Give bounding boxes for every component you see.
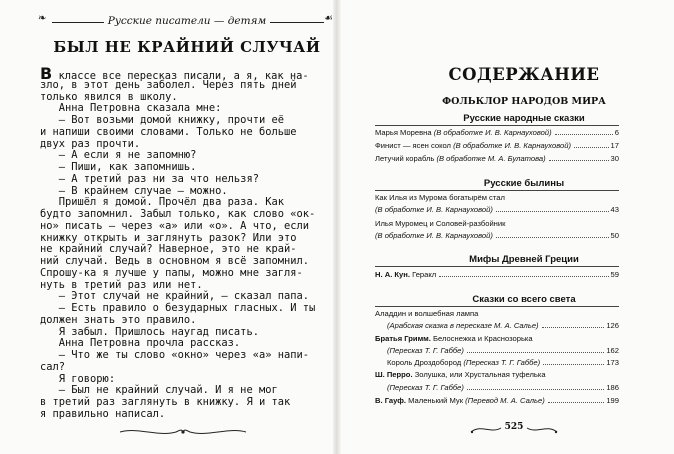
story-line: — А третий раз ни за что нельзя? xyxy=(40,172,259,185)
entry-page: 59 xyxy=(610,270,619,279)
entry-note: (В обработке И. В. Карнауховой) xyxy=(433,128,552,137)
section-title: Мифы Древней Греции xyxy=(469,254,579,265)
entry-title: Марья Моревна xyxy=(375,128,432,137)
story-line: Пришёл я домой. Прочёл два раза. Как xyxy=(40,196,284,209)
story-line: — Что же ты слово «окно» через «а» напи- xyxy=(40,349,309,361)
entry-author: В. Гауф. xyxy=(375,396,407,405)
toc-entry[interactable] xyxy=(375,382,619,393)
leader-dots xyxy=(542,327,605,328)
leader-dots xyxy=(467,389,604,390)
story-line: Я говорю: xyxy=(40,372,116,385)
story-line: — Пиши, как запомнишь. xyxy=(40,161,197,173)
story-line: и напиши своими словами. Только не больше xyxy=(40,125,297,138)
story-line: не крайний случай? Наверное, это не край- xyxy=(40,243,297,256)
section-title: Сказки со всего света xyxy=(472,294,576,305)
entry-title[interactable]: Аладдин и волшебная лампа xyxy=(375,309,479,318)
story-line: Я забыл. Пришлось наугад писать. xyxy=(40,325,259,338)
story-line: только явился в школу. xyxy=(40,90,178,103)
entry-note: (Арабская сказка в пересказе М. А. Салье) xyxy=(387,321,539,330)
entry-note: (Перевод М. А. Салье) xyxy=(465,396,545,405)
entry-page: 17 xyxy=(610,141,619,150)
toc-entry[interactable] xyxy=(375,204,619,215)
leader-dots xyxy=(548,402,605,403)
story-line: сал? xyxy=(40,360,66,373)
toc-entry[interactable] xyxy=(375,269,619,280)
entry-title: Маленький Мук xyxy=(408,396,464,405)
story-line: — А если я не запомню? xyxy=(40,149,197,162)
toc-entry[interactable] xyxy=(375,357,619,368)
entry-author: Ш. Перро. xyxy=(375,370,413,379)
entry-page: 43 xyxy=(610,205,619,214)
story-line: зло, в этот день заболел. Через пять дней xyxy=(40,78,297,91)
section-rule xyxy=(375,190,619,191)
section-rule xyxy=(375,125,619,126)
leader-dots xyxy=(496,211,609,212)
running-head xyxy=(40,14,334,30)
leader-dots xyxy=(439,276,608,277)
entry-note: (Пересказ Т. Г. Габбе) xyxy=(387,346,464,355)
story-title: БЫЛ НЕ КРАЙНИЙ СЛУЧАЙ xyxy=(53,38,321,56)
toc-entry[interactable] xyxy=(375,395,619,406)
story-first-line xyxy=(40,64,336,83)
story-line: но» писать — через «а» или «о». А что, если xyxy=(40,219,309,232)
entry-title[interactable]: Как Илья из Мурома богатырём стал xyxy=(375,193,505,202)
story-line: классе все пересказ писали, а я, как на- xyxy=(52,70,309,82)
story-line: — Есть правило о безударных гласных. И ты xyxy=(40,302,316,314)
entry-page: 50 xyxy=(610,231,619,240)
section-title: Русские былины xyxy=(483,178,565,189)
left-flourish-icon: ❧ xyxy=(38,13,47,24)
entry-note: (В обработке И. В. Карнауховой) xyxy=(453,141,572,150)
leader-dots xyxy=(543,364,604,365)
story-line: Анна Петровна сказала мне: xyxy=(40,102,222,115)
entry-title: Геракл xyxy=(412,270,437,279)
story-line: Спрошу-ка я лучше у папы, можно мне загля- xyxy=(40,266,303,279)
leader-dots xyxy=(574,147,609,148)
section-rule xyxy=(375,266,619,267)
story-line: — В крайнем случае — можно. xyxy=(40,184,228,197)
right-page xyxy=(341,0,674,454)
running-head-text: Русские писатели — детям xyxy=(104,15,270,27)
toc-entry-heading[interactable] xyxy=(375,369,619,380)
story-line: должен знать это правило. xyxy=(40,313,197,326)
bottom-ornament-icon xyxy=(118,425,248,439)
section-title: Русские народные сказки xyxy=(463,113,585,124)
entry-note: (В обработке И. В. Карнауховой) xyxy=(375,205,493,214)
entry-title: Летучий корабль xyxy=(375,154,435,163)
entry-title: Король Дроздобород xyxy=(387,358,462,367)
entry-note: (Пересказ Т. Г. Габбе) xyxy=(463,358,541,367)
entry-page: 186 xyxy=(606,383,619,392)
entry-page: 199 xyxy=(606,396,619,405)
leader-dots xyxy=(467,352,604,353)
story-line: Анна Петровна прочла рассказ. xyxy=(40,337,241,350)
toc-entry-heading[interactable] xyxy=(375,333,619,344)
toc-entry[interactable] xyxy=(375,127,619,138)
story-line: нуть в третий раз или нет. xyxy=(40,278,203,291)
leader-dots xyxy=(549,160,609,161)
entry-page: 162 xyxy=(606,346,619,355)
entry-page: 173 xyxy=(606,358,619,367)
entry-page: 6 xyxy=(614,128,619,137)
entry-title: Финист — ясен сокол xyxy=(375,141,451,150)
leader-dots xyxy=(496,237,609,238)
story-line: — Вот возьми домой книжку, прочти её xyxy=(40,114,284,126)
story-line: ний случай. Ведь в основном я всё запомнил. xyxy=(40,255,309,267)
story-line: будто запомнил. Забыл только, как слово «ок- xyxy=(40,208,316,220)
toc-entry[interactable] xyxy=(375,153,619,164)
toc-title: СОДЕРЖАНИЕ xyxy=(448,65,600,84)
section-rule xyxy=(375,306,619,307)
story-line: книжку открыть и заглянуть разок? Или это xyxy=(40,231,297,244)
entry-title[interactable]: Илья Муромец и Соловей-разбойник xyxy=(375,219,506,228)
entry-note: (В обработке И. В. Карнауховой) xyxy=(375,231,493,240)
toc-entry[interactable] xyxy=(375,140,619,151)
page-number-block xyxy=(469,418,559,438)
leader-dots xyxy=(555,134,613,135)
toc-entry[interactable] xyxy=(375,230,619,241)
entry-title: Золушка, или Хрустальная туфелька xyxy=(414,370,546,379)
story-text xyxy=(40,64,336,421)
toc-entry[interactable] xyxy=(375,320,619,331)
story-line: двух раз прочти. xyxy=(40,137,141,150)
story-line: — Был не крайний случай. И я не мог xyxy=(40,384,278,397)
toc-entry[interactable] xyxy=(375,345,619,356)
story-line: — Этот случай не крайний, — сказал папа. xyxy=(40,290,309,303)
right-flourish-icon: ☙ xyxy=(324,13,333,24)
left-page xyxy=(0,0,333,454)
toc-subtitle: ФОЛЬКЛОР НАРОДОВ МИРА xyxy=(442,96,606,107)
page-number: 525 xyxy=(504,422,524,432)
entry-page: 30 xyxy=(610,154,619,163)
entry-author: Братья Гримм. xyxy=(375,334,431,343)
entry-note: (Пересказ Т. Г. Габбе) xyxy=(387,383,464,392)
entry-title: Белоснежка и Краснозорька xyxy=(433,334,533,343)
story-line: я правильно написал. xyxy=(40,407,166,420)
drop-cap: В xyxy=(40,64,53,83)
entry-author: Н. А. Кун. xyxy=(375,270,410,279)
entry-note: (В обработке М. А. Булатова) xyxy=(436,154,546,163)
entry-page: 126 xyxy=(606,321,619,330)
story-line: в третий раз заглянуть в книжку. Я и так xyxy=(40,396,291,408)
